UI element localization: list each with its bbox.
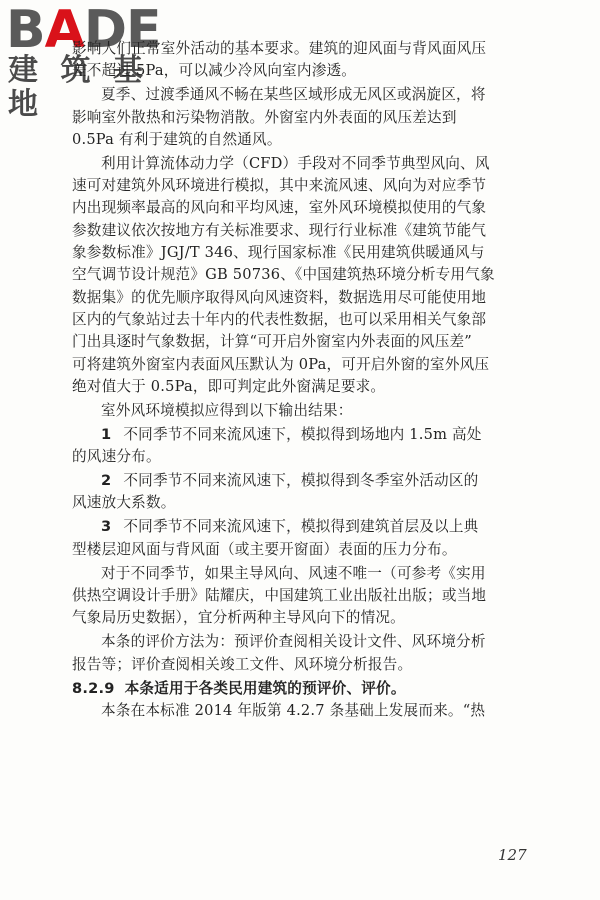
line-item1-1: 1 不同季节不同来流风速下，模拟得到场地内 1.5m 高处 [101,425,482,443]
line-season-2: 供热空调设计手册》陆耀庆，中国建筑工业出版社出版；或当地 [72,587,487,605]
page-number: 127 [498,846,527,864]
line-item3-2: 型楼层迎风面与背风面（或主要开窗面）表面的压力分布。 [72,540,457,558]
logo-letter-a: A [44,0,84,60]
line-item3-1: 3 不同季节不同来流风速下，模拟得到建筑首层及以上典 [101,518,479,536]
line-cfd-11: 绝对值大于 0.5Pa，即可判定此外窗满足要求。 [72,377,386,395]
body-text [72,40,534,724]
line-cfd-10: 可将建筑外窗室内表面风压默认为 0Pa，可开启外窗的室外风压 [72,355,490,373]
line-cfd-4: 参数建议依次按地方有关标准要求、现行行业标准《建筑节能气 [72,221,487,239]
line-intro-1: 影响人们正常室外活动的基本要求。建筑的迎风面与背风面风压 [72,40,487,57]
line-cfd-1: 利用计算流体动力学（CFD）手段对不同季节典型风向、风 [101,154,490,172]
line-cfd-6: 空气调节设计规范》GB 50736、《中国建筑热环境分析专用气象 [72,266,495,284]
clause-number: 8.2.9 [72,679,115,697]
logo-letter-b: B [6,0,45,60]
line-clause-1: 8.2.9 本条适用于各类民用建筑的预评价、评价。 [72,679,406,697]
line-cfd-7: 数据集》的优先顺序取得风向风速资料，数据选用尽可能使用地 [72,288,487,306]
line-season-3: 气象局历史数据），宜分析两种主导风向下的情况。 [72,609,405,627]
line-cfd-9: 门出具逐时气象数据，计算“可开启外窗室内外表面的风压差” [72,333,472,351]
logo-letters-de: DE [83,0,161,60]
line-item2-1: 2 不同季节不同来流风速下，模拟得到冬季室外活动区的 [101,472,479,490]
line-method-2: 报告等；评价查阅相关竣工文件、风环境分析报告。 [72,655,413,673]
line-summer-2: 影响室外散热和污染物消散。外窗室内外表面的风压差达到 [72,108,457,126]
item-number: 2 [101,472,112,490]
line-item1-2: 的风速分布。 [72,448,161,466]
line-clause-2: 本条在本标准 2014 年版第 4.2.7 条基础上发展而来。“热 [101,701,486,719]
logo-chinese-text: 建 筑 基 地 [8,53,149,122]
line-cfd-3: 内出现频率最高的风向和平均风速，室外风环境模拟使用的气象 [72,199,487,217]
line-intro-2: 差不超过 5Pa，可以减少冷风向室内渗透。 [72,62,357,80]
line-cfd-5: 象参数标准》JGJ/T 346、现行国家标准《民用建筑供暖通风与 [72,244,485,262]
line-season-1: 对于不同季节，如果主导风向、风速不唯一（可参考《实用 [101,564,486,582]
item-number: 1 [101,425,112,443]
line-output-1: 室外风环境模拟应得到以下输出结果： [101,401,353,419]
line-summer-1: 夏季、过渡季通风不畅在某些区域形成无风区或涡旋区，将 [101,86,486,104]
line-method-1: 本条的评价方法为：预评价查阅相关设计文件、风环境分析 [101,633,486,651]
item-number: 3 [101,518,112,536]
line-cfd-2: 速可对建筑外风环境进行模拟，其中来流风速、风向为对应季节 [72,177,487,195]
line-item2-2: 风速放大系数。 [72,494,176,512]
line-summer-3: 0.5Pa 有利于建筑的自然通风。 [72,130,282,148]
line-cfd-8: 区内的气象站过去十年内的代表性数据，也可以采用相关气象部 [72,310,487,328]
